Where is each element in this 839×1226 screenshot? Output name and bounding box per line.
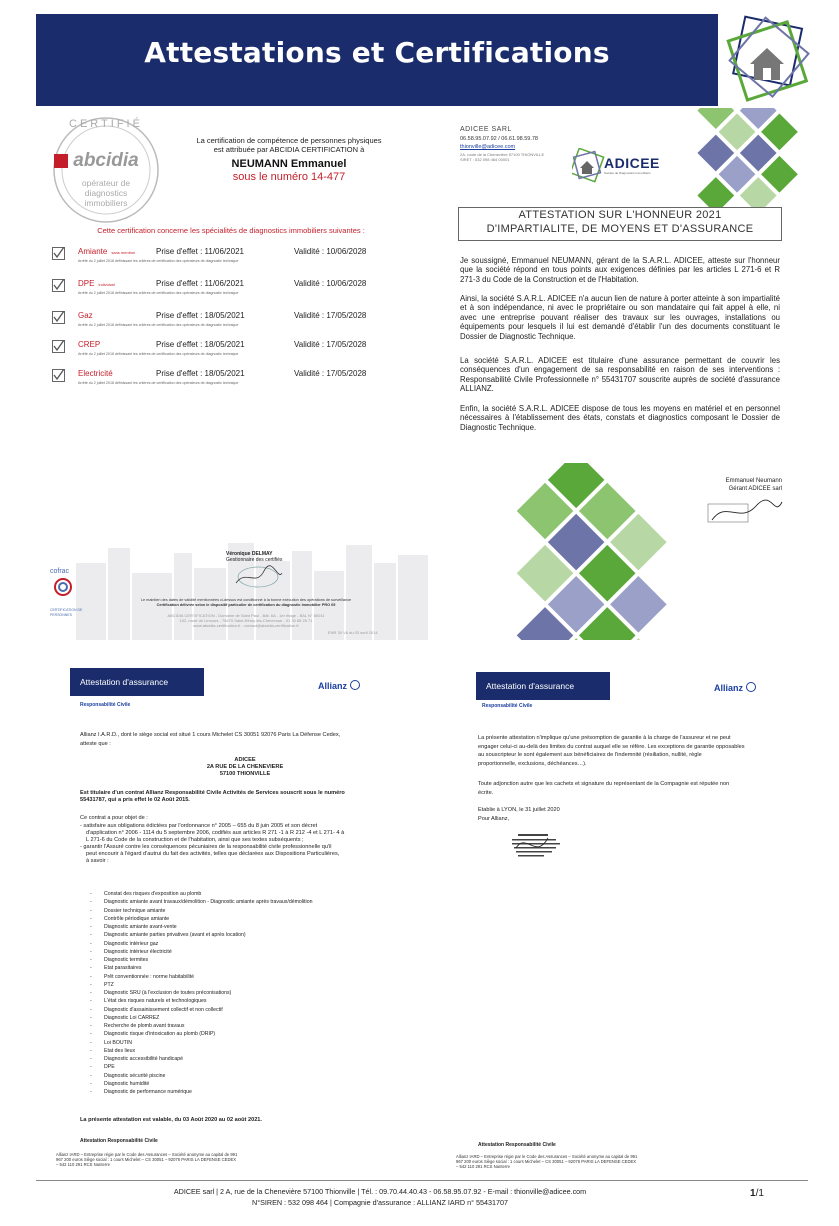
checkbox-icon xyxy=(52,369,65,382)
company-name: ADICEE SARL xyxy=(460,126,512,133)
list-item: - Loi BOUTIN xyxy=(90,1039,420,1047)
list-item: - Diagnostic amiante avant travaux/démolition - Diagnostic amiante après travaux/démolition xyxy=(90,898,420,906)
house-logo-icon xyxy=(724,14,810,106)
company-email-link[interactable]: thionville@adicee.com xyxy=(460,144,516,150)
footer-divider xyxy=(36,1180,808,1181)
attestation-title-box: Attestation d'assurance xyxy=(476,672,610,700)
insured-address: ADICEE 2A RUE DE LA CHENEVIERE 57100 THIONVILLE xyxy=(206,757,284,777)
cert-signer: Véronique DELMAY Gestionnaire des certifiés xyxy=(226,551,283,563)
cofrac-text: cofrac xyxy=(50,568,70,575)
list-item: - Diagnostic humidité xyxy=(90,1080,420,1088)
list-item: - Diagnostic risque d'intoxication au plomb (DRIP) xyxy=(90,1030,420,1038)
att-footer-title: Attestation Responsabilité Civile xyxy=(80,1138,158,1144)
list-item: - Diagnostic amiante parties privatives (avant et après location) xyxy=(90,931,420,939)
list-item: - Diagnostic accessibilité handicapé xyxy=(90,1055,420,1063)
att-footer-title: Attestation Responsabilité Civile xyxy=(478,1142,556,1148)
honor-title: ATTESTATION SUR L'HONNEUR 2021 D'IMPARTIALITE, DE MOYENS ET D'ASSURANCE xyxy=(458,207,782,241)
list-item: - Diagnostic intérieur électricité xyxy=(90,948,420,956)
list-item: - Diagnostic amiante avant-vente xyxy=(90,923,420,931)
company-address: 2A, route de la Chenevière 57100 THIONVILLE SIRET : 532 098 464 00001 xyxy=(460,152,545,162)
page-footer: ADICEE sarl | 2 A, rue de la Chenevière 57100 Thionville | Tél. : 09.70.44.40.43 - 06.58.95.07.92 - E-mail : thionville@adicee.com N°SIREN : 532 098 464 | Compagnie d'assurance : ALLIANZ IARD n° 55431707 xyxy=(173,1187,587,1207)
validity-line: La présente attestation est valable, du 03 Août 2020 au 02 août 2021. xyxy=(80,1117,262,1123)
att-footer-legal: Allianz IARD – Entreprise régie par le Code des Assurances – Société anonyme au capital de 991 967 200 euros Siège social : 1 cours Michelet – CS 30051 – 92076 PARIS LA DEFENSE CEDEX – 542 110 291 RCS Nanterre xyxy=(56,1152,238,1167)
cofrac-label: CERTIFICATION DE PERSONNES xyxy=(50,608,83,617)
company-phones: 06.58.95.07.92 / 06.61.98.59.78 xyxy=(460,136,538,142)
seal-certifie: CERTIFIÉ xyxy=(69,118,143,130)
attestation-title-box: Attestation d'assurance xyxy=(70,668,204,696)
seal-text: opérateur de diagnostics immobiliers xyxy=(81,178,131,208)
list-item: - Diagnostic sécurité piscine xyxy=(90,1072,420,1080)
list-item: - L'état des risques naturels et technologiques xyxy=(90,997,420,1005)
resp-civile: Responsabilité Civile xyxy=(482,703,533,709)
allianz-logo: Allianz xyxy=(318,680,360,691)
signature-icon xyxy=(704,496,784,528)
page-number: 1/1 xyxy=(750,1188,764,1199)
honor-statement-panel xyxy=(432,108,808,640)
specialty-row: DPE individuel Prise d'effet : 11/06/2021 Validité : 10/06/2028 Arrêté du 2 juillet 2018 définissant les critères de certification des opérateurs de diagnostic technique xyxy=(50,277,410,305)
specialty-row: Gaz Prise d'effet : 18/05/2021 Validité : 17/05/2028 Arrêté du 2 juillet 2018 définissant les critères de certification des opérateurs de diagnostic technique xyxy=(50,309,410,337)
specialty-row: CREP Prise d'effet : 18/05/2021 Validité : 17/05/2028 Arrêté du 2 juillet 2018 définissant les critères de certification des opérateurs de diagnostic technique xyxy=(50,338,410,366)
signature-icon xyxy=(230,563,286,591)
adicee-logo-text: ADICEE xyxy=(604,155,660,171)
list-item: - Constat des risques d'exposition au plomb xyxy=(90,890,420,898)
honor-signer: Emmanuel Neumann Gérant ADICEE sarl xyxy=(725,478,782,492)
insurer-intro: Allianz I.A.R.D., dont le siège social est situé 1 cours Michelet CS 30051 92076 Paris La Défense Cedex, xyxy=(80,732,341,738)
att-footer-legal: Allianz IARD – Entreprise régie par le Code des Assurances – Société anonyme au capital de 991 967 200 euros Siège social : 1 cours Michelet – CS 30051 – 92076 PARIS LA DEFENSE CEDEX – 542 110 291 RCS Nanterre xyxy=(456,1154,638,1169)
certification-panel xyxy=(36,108,428,640)
allianz-stamp-icon xyxy=(508,830,568,864)
seal-brand: abcidia xyxy=(73,150,139,171)
list-item: - Diagnostic d'assainissement collectif et non collectif xyxy=(90,1006,420,1014)
list-item: - PTZ xyxy=(90,981,420,989)
list-item: - Etat des lieux xyxy=(90,1047,420,1055)
atteste-que: atteste que : xyxy=(80,741,111,747)
adicee-logo-sub: Société de Diagnostics Immobiliers xyxy=(604,171,651,175)
list-item: - DPE xyxy=(90,1063,420,1071)
cert-footer-address: ABCIDIA CERTIFICATION - Domaine de Saint Paul - Bât. 6A - 1er étage - BAL N° 80011 102, route de Limours - 78470 Saint-Rémy-lès-Chevreuse - 01 30 85 25 71 www.abcidia-certification.fr - contact@abcidia-certification.fr xyxy=(167,613,325,628)
checkbox-icon xyxy=(52,247,65,260)
list-item: - Diagnostic SRU (à l'exclusion de toutes préconisations) xyxy=(90,989,420,997)
cert-number: sous le numéro 14-477 xyxy=(232,171,346,183)
contract-line: Est titulaire d'un contrat Allianz Responsabilité Civile Activités de Services souscrit sous le numéro 55431787, qui a pris effet le 02 Août 2015. xyxy=(80,790,345,803)
allianz-emblem-icon xyxy=(746,682,756,692)
specialty-row: Electricité Prise d'effet : 18/05/2021 Validité : 17/05/2028 Arrêté du 2 juillet 2018 définissant les critères de certification des opérateurs de diagnostic technique xyxy=(50,367,410,395)
place-date: Etablie à LYON, le 31 juillet 2020 Pour Allianz, xyxy=(478,807,560,822)
cert-footer-text: Le maintien des dates de validité mentionnées ci-dessus est conditionné à la bonne exécution des opérations de surveillance Certification délivrée selon le dispositif particulier de certification du diagnostic immobilier PRO 05 xyxy=(140,598,352,607)
page-title: Attestations et Certifications xyxy=(144,36,610,69)
honor-paragraph: Je soussigné, Emmanuel NEUMANN, gérant de la S.A.R.L. ADICEE, atteste sur l'honneur que la société répond en tous points aux exigences définies par les articles L 271-6 et R 271-3 du Code de la Construction et de l'Habitation. xyxy=(460,256,780,284)
honor-paragraph: Ainsi, la société S.A.R.L. ADICEE n'a aucun lien de nature à porter atteinte à son impartialité et à son indépendance, ni avec le propriétaire ou son mandataire qui fait appel à elle, ni avec une entreprise pouvant réaliser des travaux sur les ouvrages, installations ou équipements pour lesquels il lui est demandé d'établir l'un des documents constituant le Dossier de Diagnostic Technique. xyxy=(460,294,780,341)
presumption-text: La présente attestation n'implique qu'une présomption de garantie à la charge de l'assureur et ne peut engager celui-ci au-delà des limites du contrat auquel elle se réfère. Les exceptions de garantie opposables au souscripteur le sont également aux bénéficiaires de l'indemnité (résiliation, nullité, règle proportionnelle, exclusions, déchéances…). xyxy=(478,735,745,767)
specialty-row: Amiante sans mention Prise d'effet : 11/06/2021 Validité : 10/06/2028 Arrêté du 2 juillet 2018 définissant les critères de certification des opérateurs de diagnostic technique xyxy=(50,245,410,273)
allianz-logo: Allianz xyxy=(714,682,756,693)
insurance-attestation-panel xyxy=(36,660,426,1150)
page-header xyxy=(36,14,718,106)
cert-intro: La certification de compétence de personnes physiques est attribuée par ABCIDIA CERTIFICATION à xyxy=(196,136,382,154)
checkbox-icon xyxy=(52,279,65,292)
list-item: - Diagnostic Loi CARREZ xyxy=(90,1014,420,1022)
cert-footer-ref: ENR 30 V6 du 03 avril 2014 xyxy=(328,630,378,635)
list-item: - Etat parasitaires xyxy=(90,964,420,972)
list-item: - Diagnostic termites xyxy=(90,956,420,964)
activities-list xyxy=(90,890,420,1096)
list-item: - Contrôle périodique amiante xyxy=(90,915,420,923)
adjonction-text: Toute adjonction autre que les cachets et signature du représentant de la Compagnie est réputée non écrite. xyxy=(478,781,730,796)
contract-objet: Ce contrat a pour objet de : - satisfaire aux obligations édictées par l'ordonnance n° 2005 – 655 du 8 juin 2005 et son décret d'application n° 2006 - 1114 du 5 septembre 2006, codifiés aux articles R 271 -1 à R 212 -4 et L 271- 4 à L 271-6 du Code de la construction et de l'habitation, ainsi que ses textes subséquents ; - garantir l'Assuré contre les conséquences pécuniaires de la responsabilité civile professionnelle qu'il peut encourir à l'égard d'autrui du fait des activités, telles que déclarées aux Dispositions Particulières, à savoir : xyxy=(80,815,345,864)
list-item: - Recherche de plomb avant travaux xyxy=(90,1022,420,1030)
cofrac-logo-icon xyxy=(50,563,76,603)
list-item: - Prêt conventionnée : norme habitabilité xyxy=(90,973,420,981)
cert-holder-name: NEUMANN Emmanuel xyxy=(231,158,347,170)
list-item: - Diagnostic de performance numérique xyxy=(90,1088,420,1096)
cert-scope: Cette certification concerne les spécialités de diagnostics immobiliers suivantes : xyxy=(97,226,365,235)
honor-paragraph: La société S.A.R.L. ADICEE est titulaire d'une assurance permettant de couvrir les conséquences d'un engagement de sa responsabilité en raison de ses interventions : Responsabilité Civile Professionnelle n° 55431707 souscrite auprès de société d'assurance ALLIANZ. xyxy=(460,356,780,394)
checkbox-icon xyxy=(52,311,65,324)
list-item: - Dossier technique amiante xyxy=(90,907,420,915)
insurance-attestation-panel-2 xyxy=(434,660,810,1150)
resp-civile: Responsabilité Civile xyxy=(80,702,131,708)
allianz-emblem-icon xyxy=(350,680,360,690)
honor-paragraph: Enfin, la société S.A.R.L. ADICEE dispose de tous les moyens en matériel et en personnel nécessaires à l'établissement des états, constats et diagnostics composant le Dossier de Diagnostic Technique. xyxy=(460,404,780,432)
list-item: - Diagnostic intérieur gaz xyxy=(90,940,420,948)
checkbox-icon xyxy=(52,340,65,353)
